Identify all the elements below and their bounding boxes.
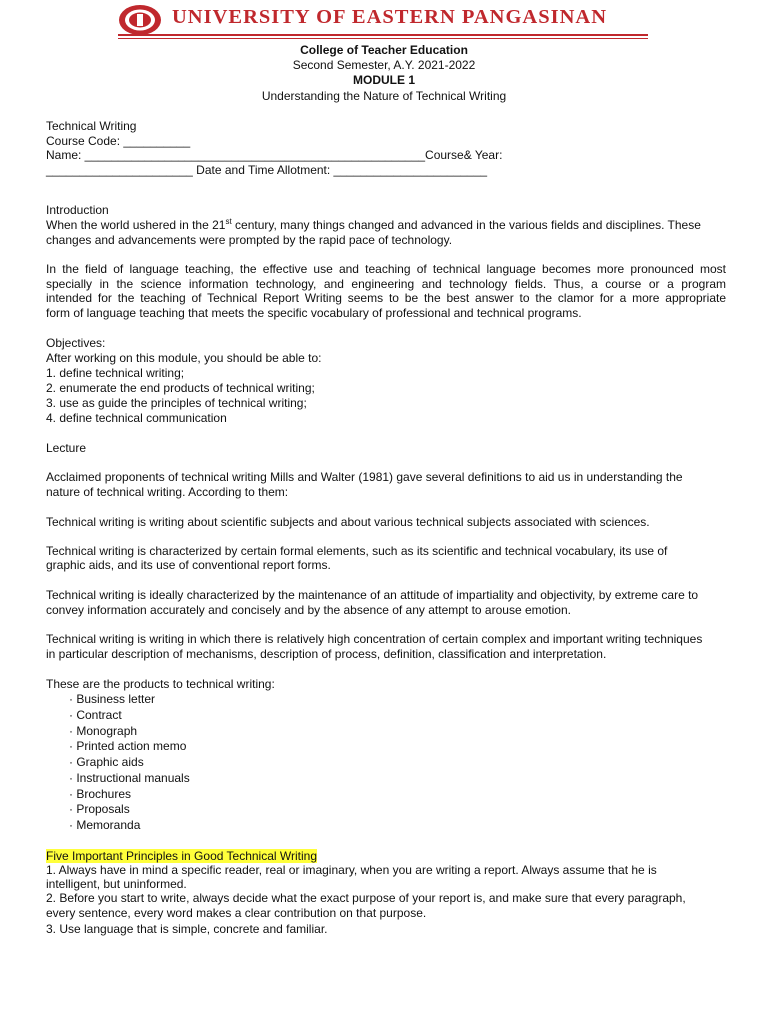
objective-item: 4. define technical communication [46,411,227,425]
module-title: Understanding the Nature of Technical Writing [261,89,507,103]
lecture-p1-line2: nature of technical writing. According to them: [46,485,289,499]
module-number: MODULE 1 [352,73,415,87]
product-list-item: · Memoranda [69,818,141,832]
product-list-item: · Proposals [69,802,130,816]
lecture-p5-line2: in particular description of mechanisms, description of process, definition, classification and interpretation. [46,647,607,661]
objectives-intro: After working on this module, you should be able to: [46,351,322,365]
product-list-item: · Business letter [69,692,156,706]
header-rule-thin [118,38,648,39]
product-list-item: · Monograph [69,724,138,738]
college-title: College of Teacher Education [300,43,468,57]
course-code-line: Course Code: __________ [46,134,191,148]
products-intro: These are the products to technical writing: [46,677,275,691]
product-list-item: · Printed action memo [69,739,187,753]
product-list-item: · Contract [69,708,122,722]
introduction-p2-line3: intended for the teaching of Technical Report Writing seems to be the best answer to the clamor for a more appropriate [46,291,726,305]
lecture-p4-line1: Technical writing is ideally characterized by the maintenance of an attitude of impartiality and objectivity, by extreme care to [46,588,699,602]
product-list-item: · Brochures [69,787,132,801]
principle-1-line1: 1. Always have in mind a specific reader, real or imaginary, when you are writing a report. Always assume that he is [46,863,657,877]
lecture-p3-line1: Technical writing is characterized by certain formal elements, such as its scientific and technical vocabulary, its use of [46,544,668,558]
product-list-item: · Instructional manuals [69,771,190,785]
lecture-p3-line2: graphic aids, and its use of conventional report forms. [46,558,331,572]
university-seal-logo [118,4,162,36]
introduction-p1-line2: changes and advancements were prompted by the rapid pace of technology. [46,233,453,247]
introduction-p2-line2: specially in the science information technology, and engineering and technology fields. Thus, a course or a program [46,277,726,291]
introduction-p1-line1: When the world ushered in the 21st century, many things changed and advanced in the various fields and disciplines. These [46,217,701,232]
principle-2-line2: every sentence, every word makes a clear contribution on that purpose. [46,906,427,920]
lecture-heading: Lecture [46,441,87,455]
introduction-p2-line1: In the field of language teaching, the effective use and teaching of technical language becomes more pronounced most [46,262,726,276]
lecture-p4-line2: convey information accurately and concisely and by the absence of any attempt to arouse emotion. [46,603,571,617]
objectives-heading: Objectives: [46,336,106,350]
principle-3: 3. Use language that is simple, concrete and familiar. [46,922,328,936]
introduction-p2-line4: form of language teaching that meets the specific vocabulary of professional and technical programs. [46,306,582,320]
introduction-heading: Introduction [46,203,109,217]
name-course-year-line: Name: ___________________________________________________Course& Year: [46,148,503,162]
product-list-item: · Graphic aids [69,755,144,769]
subject-line: Technical Writing [46,119,137,133]
principles-heading [46,849,317,864]
objective-item: 2. enumerate the end products of technical writing; [46,381,315,395]
lecture-p5-line1: Technical writing is writing in which there is relatively high concentration of certain complex and important writing techniques [46,632,703,646]
principle-2-line1: 2. Before you start to write, always decide what the exact purpose of your report is, and make sure that every paragraph, [46,891,686,905]
objective-item: 3. use as guide the principles of technical writing; [46,396,307,410]
objective-item: 1. define technical writing; [46,366,185,380]
university-name: UNIVERSITY OF EASTERN PANGASINAN [172,6,608,28]
date-time-allotment-line: ______________________ Date and Time Allotment: _______________________ [46,163,488,177]
lecture-p1-line1: Acclaimed proponents of technical writing Mills and Walter (1981) gave several definitions to aid us in understanding the [46,470,683,484]
principle-1-line2: intelligent, but uninformed. [46,877,187,891]
header-rule-thick [118,34,648,36]
lecture-p2: Technical writing is writing about scientific subjects and about various technical subjects associated with sciences. [46,515,650,529]
highlighted-heading-text: Five Important Principles in Good Technical Writing [46,849,318,863]
semester-line: Second Semester, A.Y. 2021-2022 [292,58,476,72]
